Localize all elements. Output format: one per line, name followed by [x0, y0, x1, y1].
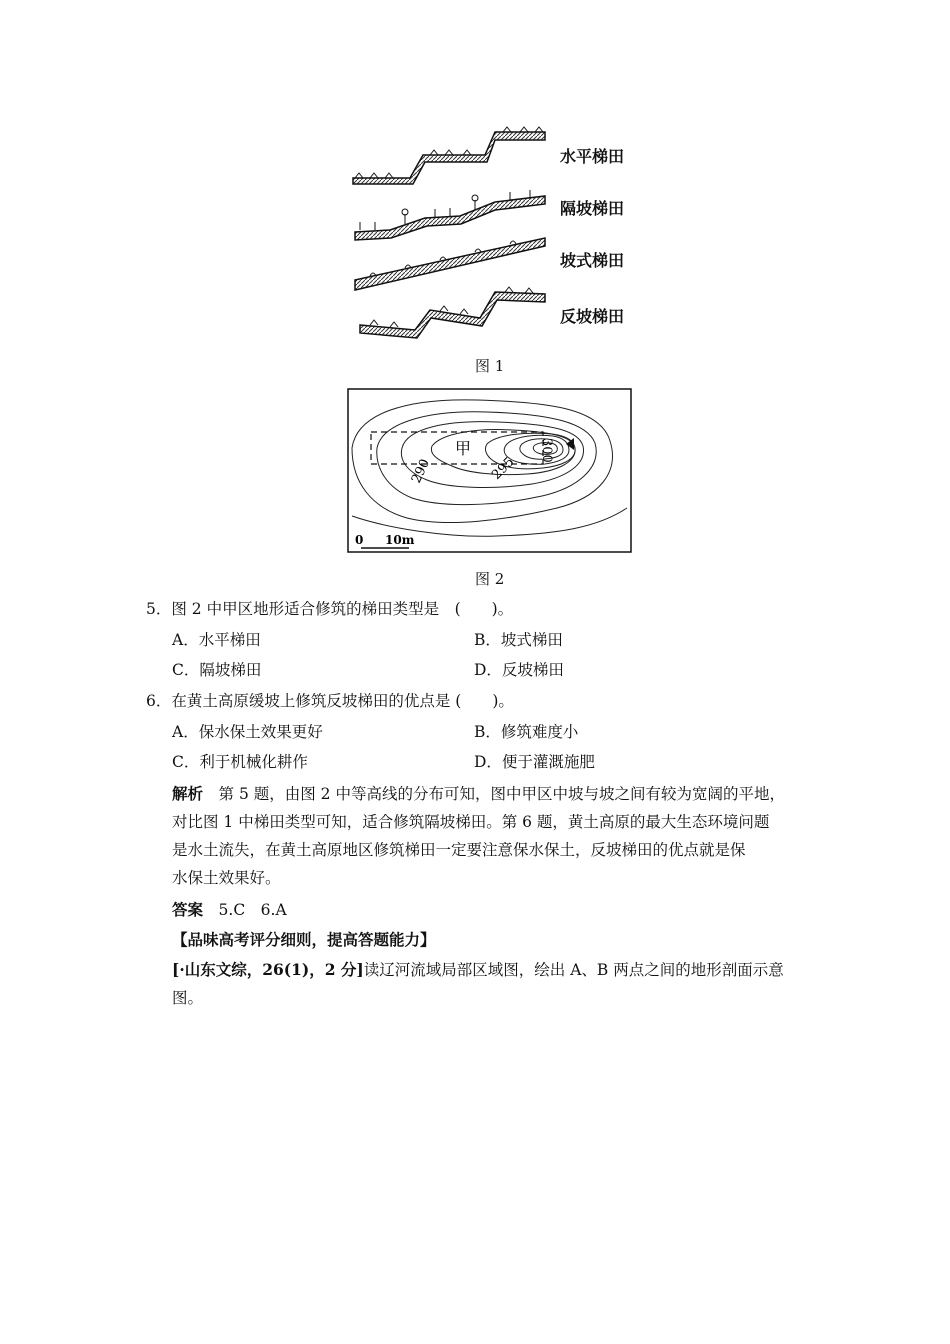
terrace-label-reverse: 反坡梯田: [560, 307, 625, 326]
figure1-caption: 图 1: [475, 357, 505, 375]
contour-label-295: 295: [489, 454, 518, 483]
q5-option-d: D．反坡梯田: [474, 661, 564, 679]
contour-label-300: 300: [539, 438, 554, 463]
reverse-slope-terrace-profile: [360, 287, 545, 338]
scale-unit: 10m: [385, 533, 415, 547]
section-title: 【品味高考评分细则，提高答题能力】: [172, 930, 436, 949]
q6-option-a: A．保水保土效果更好: [172, 723, 323, 741]
analysis-label: 解析: [172, 784, 204, 803]
answer-text: 5.C 6.A: [218, 901, 287, 919]
figure2-caption: 图 2: [475, 570, 505, 588]
level-terrace-profile: [353, 127, 545, 184]
analysis-line-2: 对比图 1 中梯田类型可知，适合修筑隔坡梯田。第 6 题，黄土高原的最大生态环境问题: [172, 813, 770, 831]
exam-question-block: [172, 956, 822, 1012]
q5-option-b: B．坡式梯田: [474, 631, 563, 649]
q6-option-d: D．便于灌溉施肥: [474, 753, 595, 771]
q5-option-c: C．隔坡梯田: [172, 661, 262, 679]
slope-terrace-profile: [355, 238, 545, 290]
exam-source: [·山东文综，26(1)，2 分]: [172, 960, 364, 979]
alternate-slope-terrace-profile: [355, 190, 545, 240]
q5-option-a: A．水平梯田: [172, 631, 261, 649]
analysis-line-1: 第 5 题，由图 2 中等高线的分布可知，图中甲区中坡与坡之间有较为宽阔的平地，: [218, 785, 785, 803]
question-5-stem: 5．图 2 中甲区地形适合修筑的梯田类型是 ( )。: [146, 600, 514, 618]
answer-block: [172, 896, 822, 924]
terrace-label-slope: 坡式梯田: [560, 251, 625, 270]
question-6-stem: 6．在黄土高原缓坡上修筑反坡梯田的优点是 ( )。: [146, 692, 514, 710]
q6-option-b: B．修筑难度小: [474, 723, 579, 741]
q6-option-c: C．利于机械化耕作: [172, 753, 308, 771]
contour-map-figure: [347, 388, 632, 553]
terrace-label-alternate: 隔坡梯田: [560, 199, 625, 218]
analysis-block: [172, 780, 822, 892]
exam-line-1: 读辽河流域局部区域图，绘出 A、B 两点之间的地形剖面示意: [363, 961, 784, 979]
exam-line-2: 图。: [172, 989, 204, 1007]
scale-zero: 0: [355, 533, 364, 547]
terrace-label-level: 水平梯田: [560, 147, 625, 166]
answer-label: 答案: [172, 900, 204, 919]
analysis-line-3: 是水土流失，在黄土高原地区修筑梯田一定要注意保水保土，反坡梯田的优点就是保: [172, 841, 746, 859]
contour-label-290: 290: [409, 456, 434, 486]
analysis-line-4: 水保土效果好。: [172, 869, 281, 887]
area-label-jia: 甲: [455, 439, 472, 458]
